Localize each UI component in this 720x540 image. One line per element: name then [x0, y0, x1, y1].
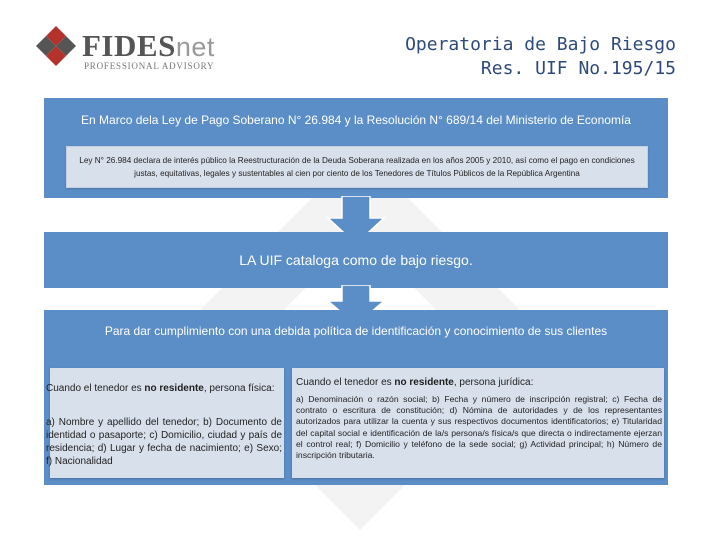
low-risk-statement: LA UIF cataloga como de bajo riesgo.: [239, 252, 473, 268]
legal-entity-heading: Cuando el tenedor es no residente, persona jurídica:: [296, 377, 534, 388]
natural-person-requirements: a) Nombre y apellido del tenedor; b) Documento de identidad o pasaporte; c) Domicilio, ciudad y país de residencia; d) Lugar y fecha de nacimiento; e) Sexo; f) Nacionalidad: [46, 417, 282, 467]
title-line-2: Res. UIF No.195/15: [480, 58, 676, 79]
legal-framework-text: Ley N° 26.984 declara de interés público la Reestructuración de la Deuda Soberana realizada en los años 2005 y 2010, así como el pago en condiciones justas, equitativas, legales y sustentables al cien por ciento de los Tenedores de Títulos Públicos de la República Argentina: [79, 156, 635, 178]
legal-entity-requirements: a) Denominación o razón social; b) Fecha y número de inscripción registral; c) Fecha de contrato o escritura de constitución; d) Nómina de autoridades y de los representantes autorizados para utilizar la cuenta y sus respectivos documentos identificatorios; e) Titularidad del capital social e identificación de la/s persona/s física/s que directa o indirectamente ejerzan el control real; f) Domicilio y teléfono de la sede social; g) Actividad principal; h) Número de inscripción tributaria.: [296, 394, 662, 461]
client-identification-heading: Para dar cumplimiento con una debida política de identificación y conocimiento de sus clientes: [104, 324, 608, 338]
natural-person-heading: Cuando el tenedor es no residente, persona física:: [46, 383, 275, 394]
fidesnet-logo: [36, 20, 236, 70]
legal-framework-band: [44, 98, 668, 198]
logo-diamond-icon: [36, 26, 76, 66]
client-identification-band: [44, 310, 668, 485]
legal-framework-box: [66, 146, 648, 188]
logo-wordmark: FIDESnet: [82, 28, 215, 63]
page-title: [405, 33, 676, 81]
low-risk-band: [44, 232, 668, 288]
logo-tagline: PROFESSIONAL ADVISORY: [84, 61, 215, 71]
title-line-1: Operatoria de Bajo Riesgo: [405, 34, 676, 55]
legal-framework-heading: En Marco dela Ley de Pago Soberano N° 26.984 y la Resolución N° 689/14 del Ministerio de Economía: [81, 113, 631, 127]
